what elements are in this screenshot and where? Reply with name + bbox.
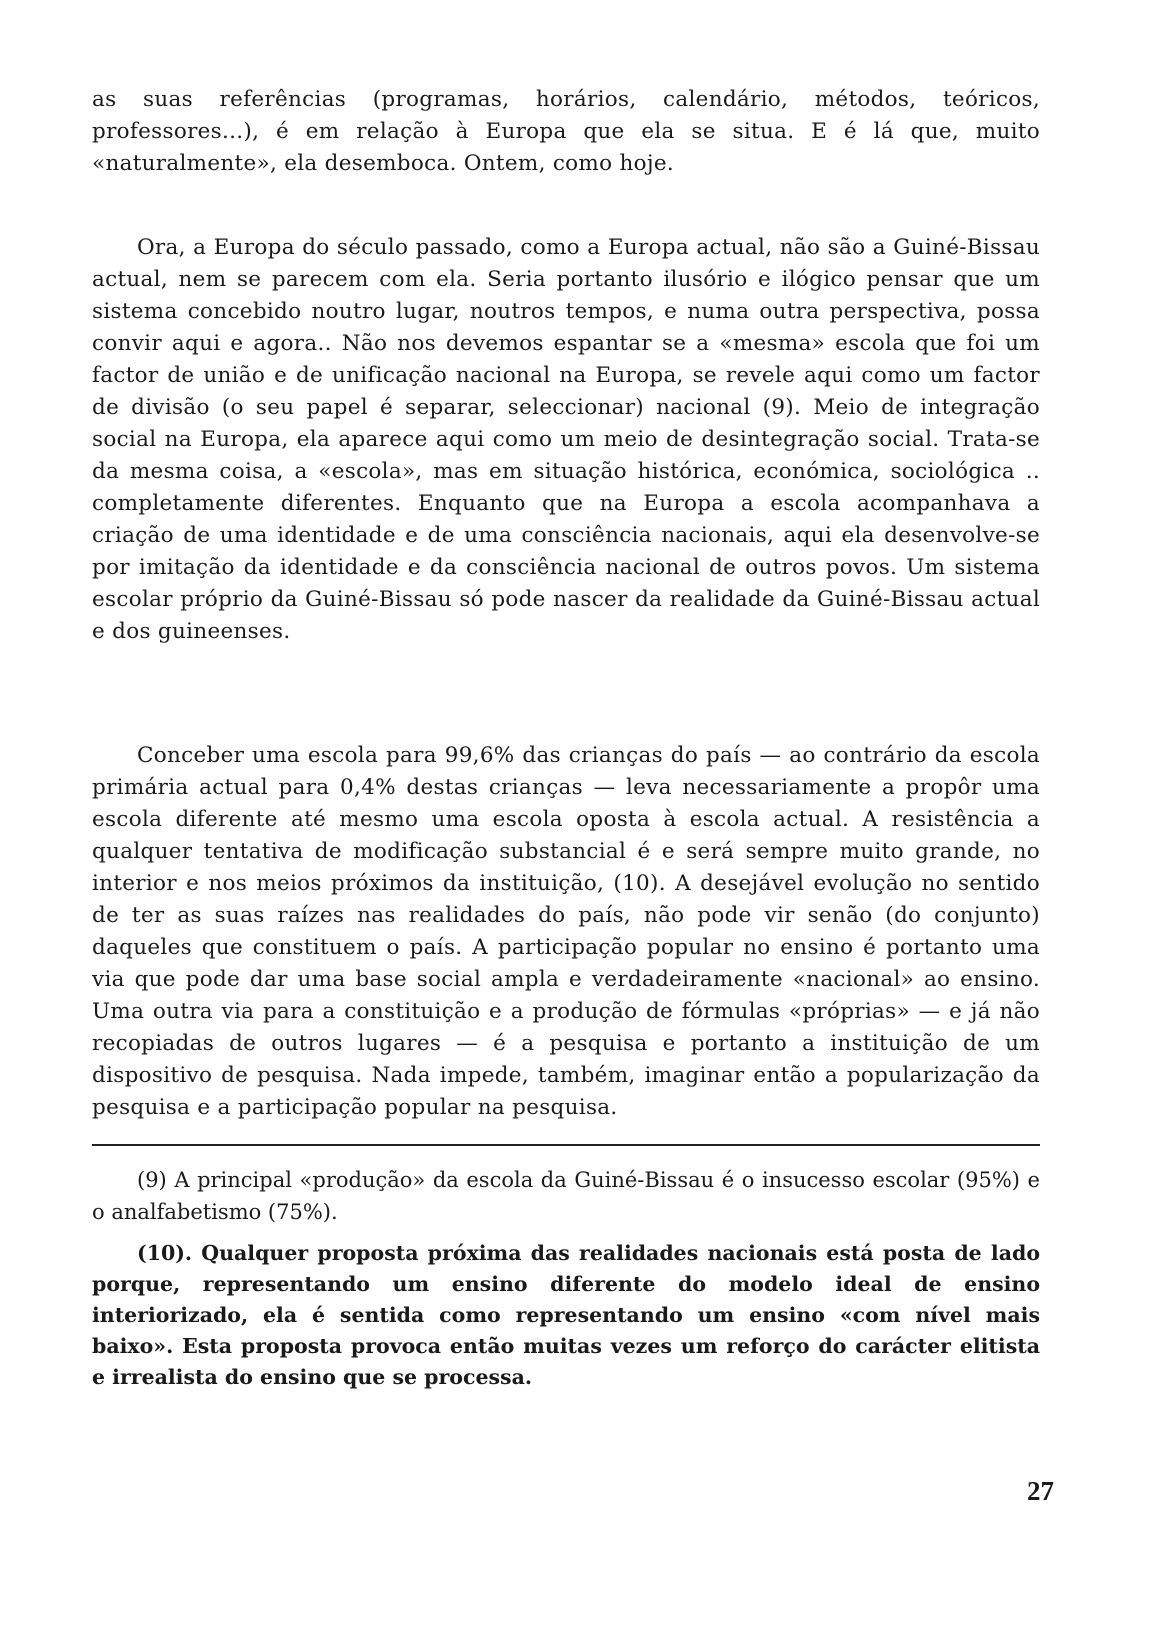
- paragraph-2: Ora, a Europa do século passado, como a Europa actual, não são a Guiné-Bissau actual, nem se parecem com ela. Seria portanto ilusório e ilógico pensar que um sistema concebido noutro lugar, noutros tempos, e numa outra perspectiva, possa convir aqui e agora.. Não nos devemos espantar se a «mesma» escola que foi um factor de união e de unificação nacional na Europa, se revele aqui como um factor de divisão (o seu papel é separar, seleccionar) nacional (9). Meio de integração social na Europa, ela aparece aqui como um meio de desintegração social. Trata-se da mesma coisa, a «escola», mas em situação histórica, económica, sociológica .. completamente diferentes. Enquanto que na Europa a escola acompanhava a criação de uma identidade e de uma consciência nacionais, aqui ela desenvolve-se por imitação da identidade e da consciência nacional de outros povos. Um sistema escolar próprio da Guiné-Bissau só pode nascer da realidade da Guiné-Bissau actual e dos guineenses.: [92, 235, 1040, 644]
- paragraph-3: Conceber uma escola para 99,6% das crianças do país — ao contrário da escola primária actual para 0,4% destas crianças — leva necessariamente a propôr uma escola diferente até mesmo uma escola oposta à escola actual. A resistência a qualquer tentativa de modificação substancial é e será sempre muito grande, no interior e nos meios próximos da instituição, (10). A desejável evolução no sentido de ter as suas raízes nas realidades do país, não pode vir senão (do conjunto) daqueles que constituem o país. A participação popular no ensino é portanto uma via que pode dar uma base social ampla e verdadeiramente «nacional» ao ensino. Uma outra via para a constituição e a produção de fórmulas «próprias» — e já não recopiadas de outros lugares — é a pesquisa e portanto a instituição de um dispositivo de pesquisa. Nada impede, também, imaginar então a popularização da pesquisa e a participação popular na pesquisa.: [92, 743, 1040, 1120]
- footnote-9: (9) A principal «produção» da escola da Guiné-Bissau é o insucesso escolar (95%) e o analfabetismo (75%).: [92, 1168, 1040, 1224]
- paragraph-1: as suas referências (programas, horários, calendário, métodos, teóricos, professores...), é em relação à Europa que ela se situa. E é lá que, muito «naturalmente», ela desemboca. Ontem, como hoje.: [92, 87, 1040, 176]
- footnote-10: (10). Qualquer proposta próxima das realidades nacionais está posta de lado porque, representando um ensino diferente do modelo ideal de ensino interiorizado, ela é sentida como representando um ensino «com nível mais baixo». Esta proposta provoca então muitas vezes um reforço do carácter elitista e irrealista do ensino que se processa.: [92, 1241, 1040, 1389]
- page-body: [92, 84, 1040, 1393]
- page-number: 27: [1027, 1476, 1054, 1506]
- footnote-divider: [92, 1144, 1040, 1146]
